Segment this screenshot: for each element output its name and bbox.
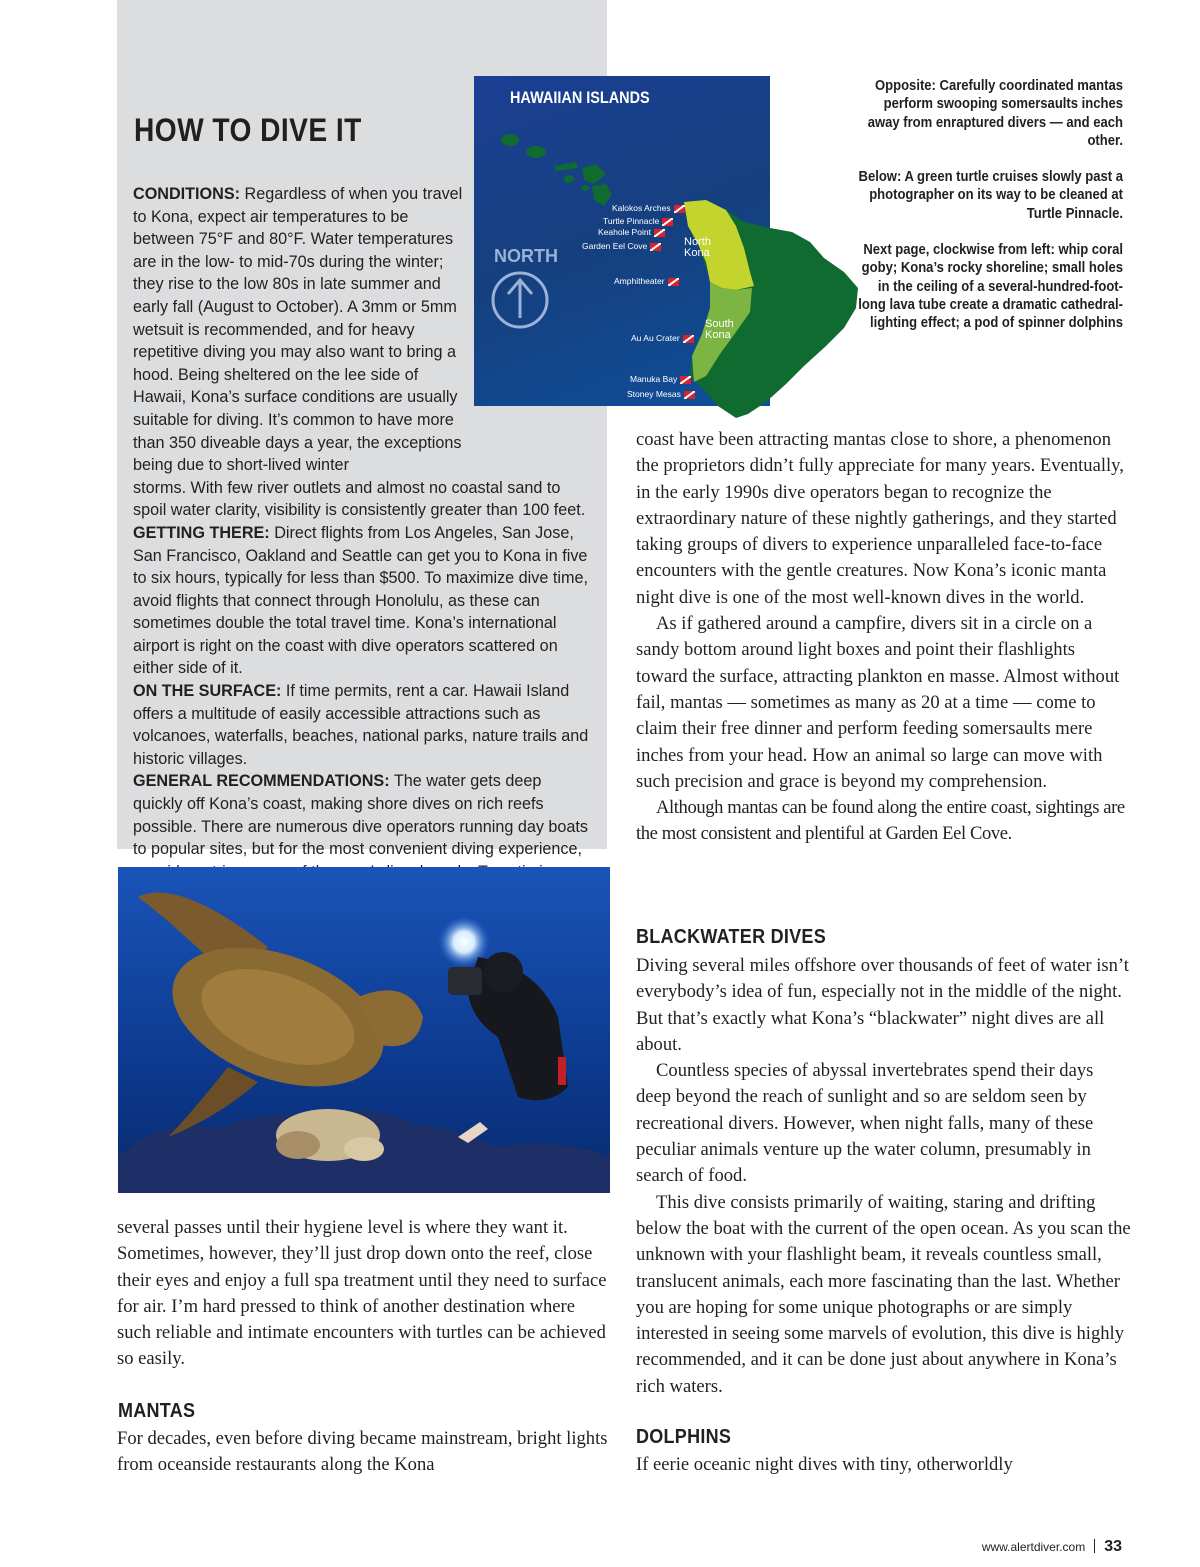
site-label: Keahole Point xyxy=(598,227,651,237)
recommendations-text: The water gets deep quickly off Kona’s coast, making shore dives on rich reefs possible. There are numerous dive operators running day boats to popular sites, but for the most convenient diving experience, xyxy=(133,772,589,859)
turtles-paragraph-end: several passes until their hygiene level is where they want it. Sometimes, however, they’ll just drop down onto the reef, close their eyes and enjoy a full spa treatment until they need to surface for air. I’m hard pressed to think of another destination where such reliable and intimate encounters with turtles can be achieved so easily. xyxy=(117,1217,607,1370)
island-molokai xyxy=(554,162,578,171)
site-label: Amphitheater xyxy=(614,276,665,286)
site-au-au-crater xyxy=(631,333,694,343)
site-manuka-bay xyxy=(630,374,691,384)
site-label: Manuka Bay xyxy=(630,374,678,384)
site-kalokos-arches xyxy=(612,203,685,213)
region-line-1: South xyxy=(705,318,734,330)
photo-captions xyxy=(823,77,1123,351)
getting-there-label: GETTING THERE: xyxy=(133,523,270,542)
north-kona-label xyxy=(684,237,711,259)
site-label: Au Au Crater xyxy=(631,333,680,343)
surface-paragraph xyxy=(133,680,593,770)
recommendations-label: GENERAL RECOMMENDATIONS: xyxy=(133,772,390,791)
sidebar-title: HOW TO DIVE IT xyxy=(134,112,362,148)
site-amphitheater xyxy=(614,276,679,286)
footer-website: www.alertdiver.com xyxy=(981,1540,1086,1554)
surface-text: If time permits, rent a car. Hawaii Island offers a multitude of easily accessible attractions such as volcanoes, waterfalls, beaches, national parks, nature trails and historic villages. xyxy=(133,682,589,768)
coral xyxy=(344,1137,384,1161)
island-big-island-small xyxy=(592,184,612,206)
getting-there-paragraph xyxy=(133,522,593,680)
turtle-diver-photo xyxy=(118,867,610,1193)
region-line-2: Kona xyxy=(684,247,710,259)
dive-flag-icon xyxy=(684,391,695,399)
photo-illustration xyxy=(118,867,610,1193)
footer-divider xyxy=(1094,1539,1095,1553)
blackwater-paragraph-1: Diving several miles offshore over thousands of feet of water isn’t everybody’s idea of fun, especially not in the middle of the night. But that’s exactly what Kona’s “blackwater” night dives are all about. xyxy=(636,955,1129,1055)
north-arrow xyxy=(508,280,532,318)
dolphins-paragraph-start: If eerie oceanic night dives with tiny, otherworldly xyxy=(636,1454,1013,1475)
region-line-1: North xyxy=(684,236,711,248)
dive-flag-icon xyxy=(650,243,661,251)
island-kauai xyxy=(501,134,519,146)
conditions-text: Regardless of when you travel to Kona, expect air temperatures to be between 75°F and 80°F. Water temperatures are in the low- to mid-70s during the winter; they rise to the low 80s in late summer and early fall (August to October). A 3mm or 5mm wetsuit is recommended, and for heavy repetitive diving you may also want to bring a hood. Being sheltered on the lee side of Hawaii, Kona’s surface conditions are usually suitable for diving. It’s common to have more than 350 diveable days a year, the exceptions being due to short-lived winter xyxy=(133,185,463,475)
conditions-label: CONDITIONS: xyxy=(133,185,241,203)
mantas-paragraph-2: As if gathered around a campfire, divers sit in a circle on a sandy bottom around light boxes and point their flashlights toward the surface, attracting plankton en masse. Almost without fail, mantas — sometimes as many as 20 at a time — come to claim their free dinner and perform feeding somersaults mere inches from your head. How an animal so large can move with such precision and grace is beyond my comprehension. xyxy=(636,613,1120,792)
blackwater-heading: BLACKWATER DIVES xyxy=(636,926,826,948)
getting-there-text: Direct flights from Los Angeles, San Jose, San Francisco, Oakland and Seattle can get you to Kona in five to six hours, typically for less than $500. To maximize dive time, avoid flights that connect through Honolulu, as these can sometimes double the total travel time. Kona’s international airport is right on the coast with dive operators scattered on either side of it. xyxy=(133,523,588,678)
blackwater-section xyxy=(636,953,1131,1400)
mantas-heading: MANTAS xyxy=(118,1400,196,1422)
south-kona-label xyxy=(705,319,734,341)
island-oahu xyxy=(526,146,546,158)
dive-flag-icon xyxy=(654,229,665,237)
diver-camera xyxy=(448,967,482,995)
blackwater-paragraph-3: This dive consists primarily of waiting, staring and drifting below the boat with the current of the open ocean. As you scan the unknown with your flashlight beam, it reveals countless small, translucent animals, each more fascinating than the last. Whether you are hoping for some unique photographs or are simply interested in seeing some marvels of evolution, this dive is highly recommended, and it can be done just about anywhere in Kona’s rich waters. xyxy=(636,1191,1131,1397)
diver-fin-accent xyxy=(558,1057,566,1085)
island-kahoolawe xyxy=(581,185,589,191)
dive-flag-icon xyxy=(680,376,691,384)
dive-flag-icon xyxy=(683,335,694,343)
mantas-paragraph-1-start: For decades, even before diving became mainstream, bright lights from oceanside restaurants along the Kona xyxy=(117,1428,608,1476)
site-stoney-mesas xyxy=(627,389,695,399)
dolphins-heading: DOLPHINS xyxy=(636,1426,732,1448)
blackwater-paragraph-2: Countless species of abyssal invertebrates spend their days deep beyond the reach of sunlight and so are seldom seen by recreational divers. However, when night falls, many of these peculiar animals venture up the water column, presumably in search of food. xyxy=(636,1060,1094,1187)
dive-flag-icon xyxy=(662,218,673,226)
page-footer xyxy=(982,1538,1122,1556)
surface-label: ON THE SURFACE: xyxy=(133,682,282,701)
island-maui xyxy=(582,164,606,184)
island-lanai xyxy=(564,175,574,183)
page-number: 33 xyxy=(1104,1538,1122,1555)
caption-below: Below: A green turtle cruises slowly past a photographer on its way to be cleaned at Turtle Pinnacle. xyxy=(858,169,1123,222)
north-label: NORTH xyxy=(494,246,558,266)
site-label: Stoney Mesas xyxy=(627,389,681,399)
diver-head xyxy=(483,952,523,992)
dive-flag-icon xyxy=(668,278,679,286)
map-title: HAWAIIAN ISLANDS xyxy=(510,88,650,107)
site-turtle-pinnacle xyxy=(603,216,673,226)
mantas-paragraph-3: Although mantas can be found along the entire coast, sightings are the most consistent and plentiful at Garden Eel Cove. xyxy=(636,797,1125,845)
site-label: Turtle Pinnacle xyxy=(603,216,660,226)
caption-next-page: Next page, clockwise from left: whip coral goby; Kona’s rocky shoreline; small holes in the ceiling of a several-hundred-foot-long lava tube create a dramatic cathedral-lighting effect; a pod of spinner dolphins xyxy=(858,242,1123,332)
site-keahole-point xyxy=(598,227,665,237)
site-label: Garden Eel Cove xyxy=(582,241,648,251)
caption-opposite: Opposite: Carefully coordinated mantas perform swooping somersaults inches away from enraptured divers — and each other. xyxy=(867,78,1123,149)
conditions-paragraph xyxy=(133,183,468,477)
coral xyxy=(276,1131,320,1159)
dive-flag-icon xyxy=(674,205,685,213)
conditions-paragraph-cont: storms. With few river outlets and almost no coastal sand to spoil water clarity, visibility is consistently greater than 100 feet. xyxy=(133,478,586,520)
site-label: Kalokos Arches xyxy=(612,203,671,213)
mantas-paragraph-1-cont: coast have been attracting mantas close to shore, a phenomenon the proprietors didn’t fully appreciate for many years. Eventually, in the early 1990s dive operators began to recognize the extraordinary nature of these nightly gatherings, and they started taking groups of divers to experience unparalleled face-to-face encounters with the gentle creatures. Now Kona’s iconic manta night dive is one of the most well-known dives in the world. xyxy=(636,429,1124,608)
mantas-section-cont xyxy=(636,427,1131,848)
region-line-2: Kona xyxy=(705,329,731,341)
hawaii-map xyxy=(474,76,770,406)
site-garden-eel-cove xyxy=(582,241,661,251)
